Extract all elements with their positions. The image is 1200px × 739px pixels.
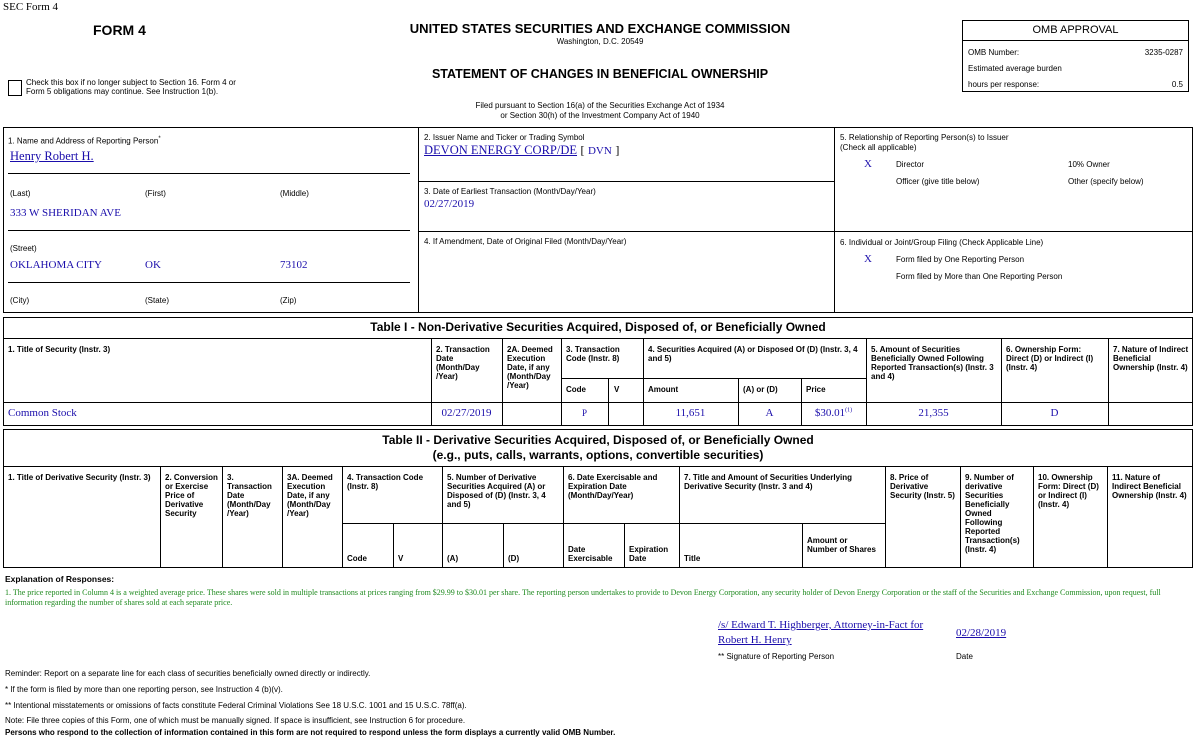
footer-note-2: ** Intentional misstatements or omissions of facts constitute Federal Criminal Violations See 18 U.S.C. 1001 and 15 U.S.C. 78ff(a).	[5, 701, 467, 710]
t2-col-price: 8. Price of Derivative Security (Instr. 5)	[890, 473, 955, 500]
signature-line-2[interactable]: Robert H. Henry	[718, 634, 792, 646]
form-title: FORM 4	[93, 22, 146, 38]
zip-value: 73102	[280, 259, 308, 271]
t2-col-owned: 9. Number of derivative Securities Beneficially Owned Following Reported Transaction(s) (Instr. 4)	[965, 473, 1020, 554]
city-value: OKLAHOMA CITY	[10, 259, 102, 271]
director-check: X	[864, 158, 872, 170]
t1-col-ownership-form: 6. Ownership Form: Direct (D) or Indirect (I) (Instr. 4)	[1006, 345, 1094, 372]
t1-row-price: $30.01$^{(1)}$	[814, 407, 853, 419]
footer-note-4: Persons who respond to the collection of information contained in this form are not required to respond unless the form displays a currently valid OMB Number.	[5, 728, 616, 737]
t1-row-code: P	[581, 408, 587, 418]
t2-col-underlying: 7. Title and Amount of Securities Underlying Derivative Security (Instr. 3 and 4)	[684, 473, 853, 491]
filed-line-2: or Section 30(h) of the Investment Company Act of 1940	[500, 111, 700, 120]
reporting-person-name-link[interactable]: Henry Robert H.	[10, 149, 94, 163]
t1-col-deemed: 2A. Deemed Execution Date, if any (Month/Day /Year)	[507, 345, 553, 390]
explanation-note-1: 1. The price reported in Column 4 is a weighted average price. These shares were sold in multiple transactions at prices ranging from $29.99 to $30.01 per share. The reporting person undertakes to provide to Devon Energy Corporation, any security holder of Devon Energy Corporation or the staff of the Securities and Exchange Commission, upon request, full information regarding the number of shares sold at each separate price.	[5, 588, 1161, 607]
t1-col-nature: 7. Nature of Indirect Beneficial Ownership (Instr. 4)	[1113, 345, 1189, 372]
omb-approval-box	[962, 20, 1189, 92]
t1-sub-price: Price	[806, 385, 826, 394]
checkbox-instruction: Check this box if no longer subject to Section 16. Form 4 or Form 5 obligations may continue. See Instruction 1(b).	[26, 78, 236, 96]
t2-col-ownership-form: 10. Ownership Form: Direct (D) or Indirect (I) (Instr. 4)	[1038, 473, 1099, 509]
one-person-check: X	[864, 253, 872, 265]
t1-col-amount-owned: 5. Amount of Securities Beneficially Owned Following Reported Transaction(s) (Instr. 3 and 4)	[871, 345, 994, 381]
other-label: Other (specify below)	[1068, 177, 1144, 186]
table-1-title: Table I - Non-Derivative Securities Acquired, Disposed of, or Beneficially Owned	[370, 320, 826, 334]
t2-col-exercisable: 6. Date Exercisable and Expiration Date (Month/Day/Year)	[568, 473, 658, 500]
omb-number-value: 3235-0287	[1144, 48, 1183, 57]
state-label: (State)	[145, 296, 170, 305]
street-value: 333 W SHERIDAN AVE	[10, 207, 121, 219]
explanation-heading: Explanation of Responses:	[5, 574, 115, 584]
signature-label: ** Signature of Reporting Person	[718, 652, 835, 661]
t2-sub-expiration: Expiration Date	[629, 545, 669, 563]
table-2-title: Table II - Derivative Securities Acquired, Disposed of, or Beneficially Owned	[382, 433, 814, 447]
last-label: (Last)	[10, 189, 31, 198]
signature-line-1[interactable]: /s/ Edward T. Highberger, Attorney-in-Fact for	[718, 619, 924, 631]
footer-reminder: Reminder: Report on a separate line for each class of securities beneficially owned directly or indirectly.	[5, 669, 371, 678]
more-persons-label: Form filed by More than One Reporting Person	[896, 272, 1063, 281]
statement-title: STATEMENT OF CHANGES IN BENEFICIAL OWNERSHIP	[431, 67, 769, 81]
t2-col-nature: 11. Nature of Indirect Beneficial Ownership (Instr. 4)	[1112, 473, 1187, 500]
middle-label: (Middle)	[280, 189, 309, 198]
earliest-transaction-date: 02/27/2019	[424, 198, 475, 210]
table-2-subtitle: (e.g., puts, calls, warrants, options, convertible securities)	[432, 448, 764, 462]
ticker-symbol: DVN	[587, 145, 612, 157]
t1-sub-code: Code	[566, 385, 586, 394]
t2-col-title: 1. Title of Derivative Security (Instr. 3)	[8, 473, 151, 482]
t2-col-code: 4. Transaction Code (Instr. 8)	[347, 473, 424, 491]
city-label: (City)	[10, 296, 30, 305]
box5-sublabel: (Check all applicable)	[840, 143, 917, 152]
signature-date[interactable]: 02/28/2019	[956, 627, 1007, 639]
street-label: (Street)	[10, 244, 37, 253]
t2-sub-exercisable: Date Exercisable	[568, 545, 613, 563]
agency-location: Washington, D.C. 20549	[556, 37, 644, 46]
first-label: (First)	[145, 189, 166, 198]
director-label: Director	[896, 160, 925, 169]
t2-col-number: 5. Number of Derivative Securities Acquired (A) or Disposed of (D) (Instr. 3, 4 and 5)	[447, 473, 546, 509]
t2-sub-title: Title	[684, 554, 701, 563]
t1-col-title: 1. Title of Security (Instr. 3)	[8, 345, 111, 354]
issuer-name-link[interactable]: DEVON ENERGY CORP/DE	[424, 143, 578, 157]
no-longer-subject-checkbox[interactable]	[8, 80, 22, 96]
footer-note-3: Note: File three copies of this Form, one of which must be manually signed. If space is insufficient, see Instruction 6 for procedure.	[5, 716, 466, 725]
omb-hours-value: 0.5	[1171, 80, 1183, 89]
one-person-label: Form filed by One Reporting Person	[896, 255, 1025, 264]
state-value: OK	[145, 259, 161, 271]
t2-sub-d: (D)	[508, 554, 520, 563]
t1-sub-v: V	[614, 385, 620, 394]
zip-label: (Zip)	[280, 296, 297, 305]
omb-burden-label: Estimated average burden	[968, 64, 1062, 73]
t2-sub-v: V	[398, 554, 404, 563]
t1-col-code: 3. Transaction Code (Instr. 8)	[566, 345, 620, 363]
omb-hours-label: hours per response:	[968, 80, 1040, 89]
footer-note-1: * If the form is filed by more than one reporting person, see Instruction 4 (b)(v).	[5, 685, 283, 694]
t1-row-owned: 21,355	[918, 407, 949, 419]
box3-label: 3. Date of Earliest Transaction (Month/Day/Year)	[424, 187, 596, 196]
issuer-line: DEVON ENERGY CORP/DE [ DVN ]	[424, 143, 620, 157]
box6-label: 6. Individual or Joint/Group Filing (Check Applicable Line)	[840, 238, 1044, 247]
t1-row-amount: 11,651	[675, 407, 706, 419]
t2-sub-amount: Amount or Number of Shares	[807, 536, 876, 554]
officer-label: Officer (give title below)	[896, 177, 980, 186]
t2-col-date: 3. Transaction Date (Month/Day /Year)	[227, 473, 272, 518]
ten-pct-owner-label: 10% Owner	[1068, 160, 1110, 169]
t1-sub-aord: (A) or (D)	[743, 385, 778, 394]
t1-row-aord: A	[765, 407, 774, 419]
t2-sub-code: Code	[347, 554, 367, 563]
t1-row-title: Common Stock	[8, 407, 77, 419]
box1-label: 1. Name and Address of Reporting Person*	[8, 136, 161, 146]
t1-col-date: 2. Transaction Date (Month/Day /Year)	[436, 345, 490, 381]
box4-label: 4. If Amendment, Date of Original Filed (Month/Day/Year)	[424, 237, 627, 246]
sec-form-label: SEC Form 4	[3, 1, 59, 13]
date-label: Date	[956, 652, 973, 661]
t2-col-conversion: 2. Conversion or Exercise Price of Derivative Security	[165, 473, 218, 518]
t1-row-date: 02/27/2019	[441, 407, 492, 419]
t1-col-securities: 4. Securities Acquired (A) or Disposed Of (D) (Instr. 3, 4 and 5)	[648, 345, 858, 363]
box2-label: 2. Issuer Name and Ticker or Trading Symbol	[424, 133, 585, 142]
omb-title: OMB APPROVAL	[1032, 24, 1119, 36]
t1-row-form: D	[1050, 407, 1059, 419]
agency-name: UNITED STATES SECURITIES AND EXCHANGE COMMISSION	[409, 21, 791, 36]
t1-sub-amount: Amount	[648, 385, 679, 394]
filed-line-1: Filed pursuant to Section 16(a) of the Securities Exchange Act of 1934	[475, 101, 725, 110]
box5-label: 5. Relationship of Reporting Person(s) to Issuer	[840, 133, 1009, 142]
omb-number-label: OMB Number:	[968, 48, 1020, 57]
t2-col-deemed: 3A. Deemed Execution Date, if any (Month/Day /Year)	[287, 473, 333, 518]
t2-sub-a: (A)	[447, 554, 459, 563]
